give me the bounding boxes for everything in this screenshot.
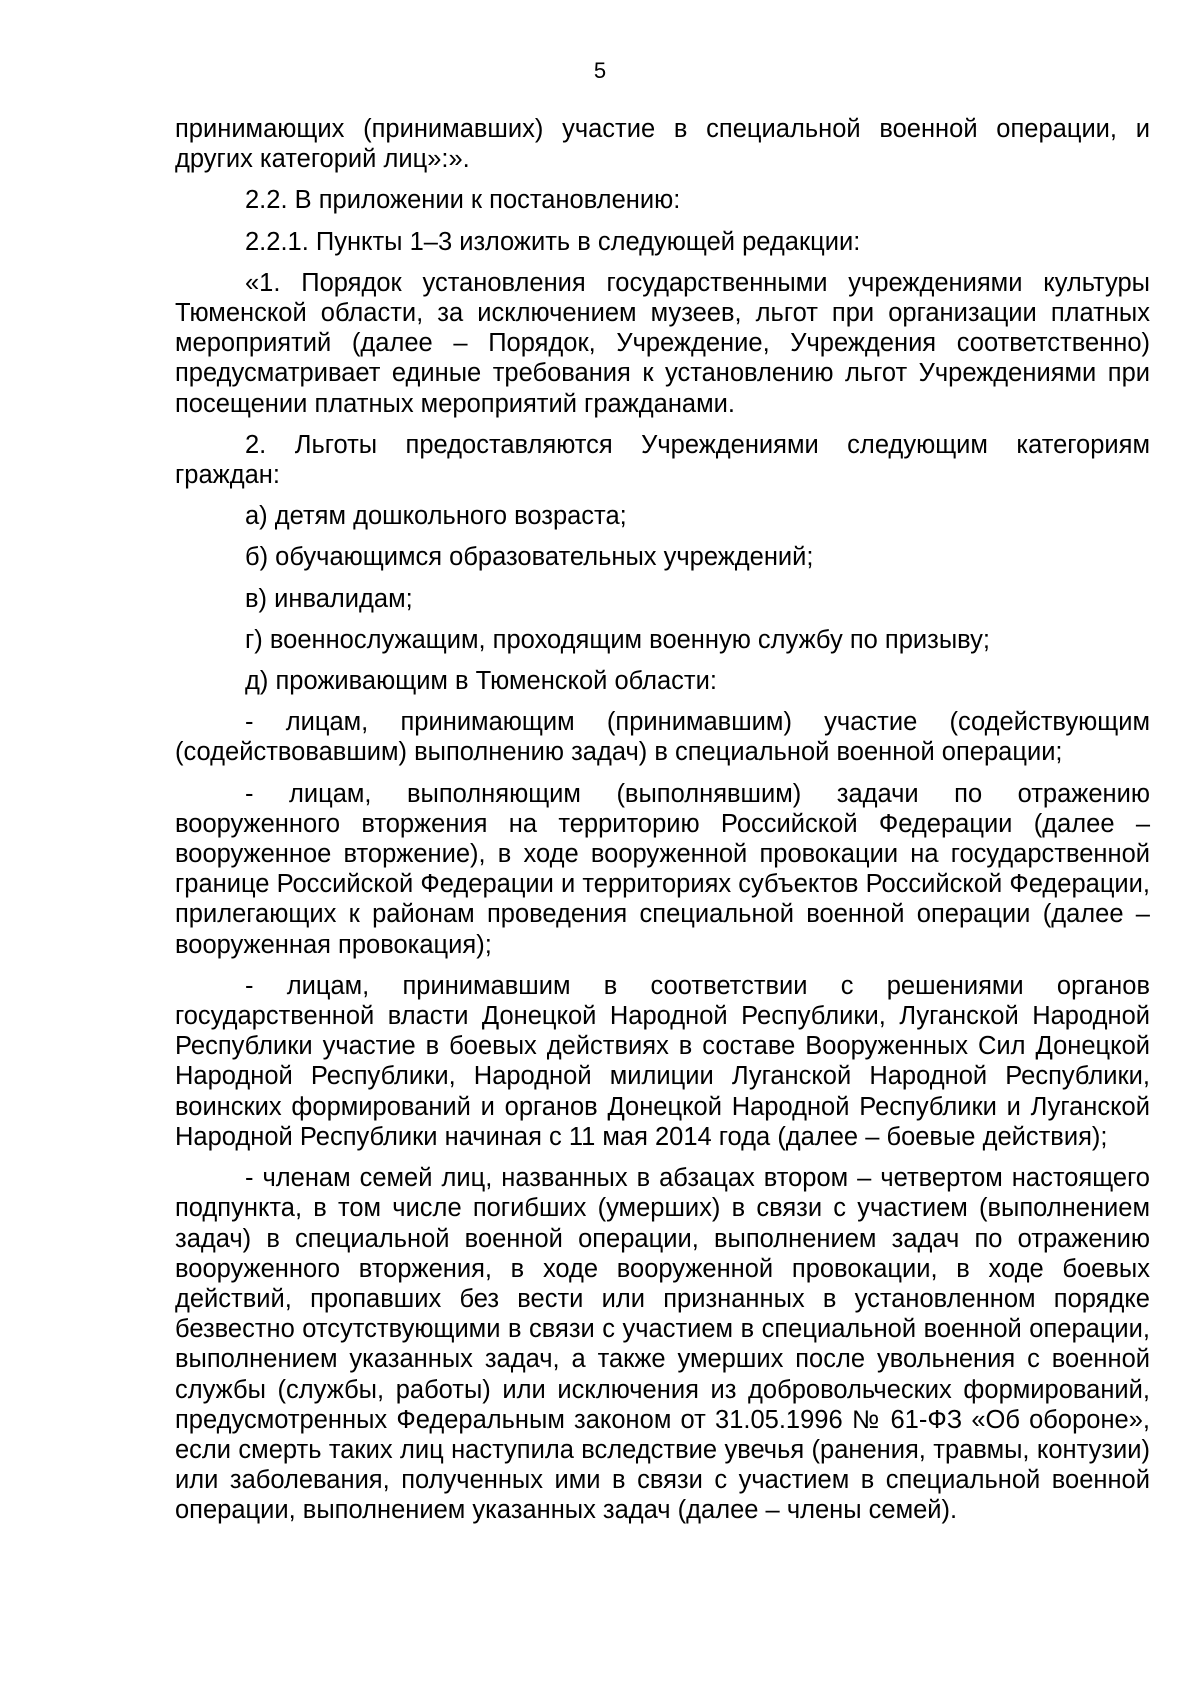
dash-item-svo-participants: - лицам, принимающим (принимавшим) участие (содействующим (содействовавшим) выполнению задач) в специальной военной операции; [175,708,1150,767]
dash-item-combat-operations: - лицам, принимавшим в соответствии с решениями органов государственной власти Донецкой Народной Республики, Луганской Народной Республики участие в боевых действиях в составе Вооруженных Сил Донецкой Народной Республики, Народной милиции Луганской Народной Республики, воинских формирований и органов Донецкой Народной Республики и Луганской Народной Республики начиная с 11 мая 2014 года (далее – боевые действия); [175,971,1150,1151]
list-item-g: г) военнослужащим, проходящим военную службу по призыву; [245,625,990,654]
paragraph-2-2-1: 2.2.1. Пункты 1–3 изложить в следующей редакции: [245,227,861,256]
list-item-b: б) обучающимся образовательных учреждений; [245,543,814,572]
dash-item-family-members: - членам семей лиц, названных в абзацах втором – четвертом настоящего подпункта, в том числе погибших (умерших) в связи с участием (выполнением задач) в специальной военной операции, выполнением задач по отражению вооруженного вторжения, в ходе вооруженной провокации, в ходе боевых действий, пропавших без вести или признанных в установленном порядке безвестно отсутствующими в связи с участием в специальной военной операции, выполнением указанных задач, а также умерших после увольнения с военной службы (службы, работы) или исключения из добровольческих формирований, предусмотренных Федеральным законом от 31.05.1996 № 61-ФЗ «Об обороне», если смерть таких лиц наступила вследствие увечья (ранения, травмы, контузии) или заболевания, полученных ими в связи с участием в специальной военной операции, выполнением указанных задач (далее – члены семей). [175,1164,1150,1525]
list-item-d: д) проживающим в Тюменской области: [245,667,717,696]
paragraph-continuation: принимающих (принимавших) участие в специальной военной операции, и других категорий лиц»:». [175,115,1150,174]
list-item-a: а) детям дошкольного возраста; [245,502,627,531]
list-item-v: в) инвалидам; [245,584,413,613]
paragraph-item-1: «1. Порядок установления государственными учреждениями культуры Тюменской области, за исключением музеев, льгот при организации платных мероприятий (далее – Порядок, Учреждение, Учреждения соответственно) предусматривает единые требования к установлению льгот Учреждениями при посещении платных мероприятий гражданами. [175,268,1150,418]
paragraph-item-2: 2. Льготы предоставляются Учреждениями следующим категориям граждан: [175,430,1150,490]
paragraph-2-2: 2.2. В приложении к постановлению: [245,186,681,215]
document-body [175,114,1150,1537]
page-number: 5 [593,58,607,83]
dash-item-armed-invasion: - лицам, выполняющим (выполнявшим) задачи по отражению вооруженного вторжения на территорию Российской Федерации (далее – вооруженное вторжение), в ходе вооруженной провокации на государственной границе Российской Федерации и территориях субъектов Российской Федерации, прилегающих к районам проведения специальной военной операции (далее – вооруженная провокация); [175,779,1150,959]
